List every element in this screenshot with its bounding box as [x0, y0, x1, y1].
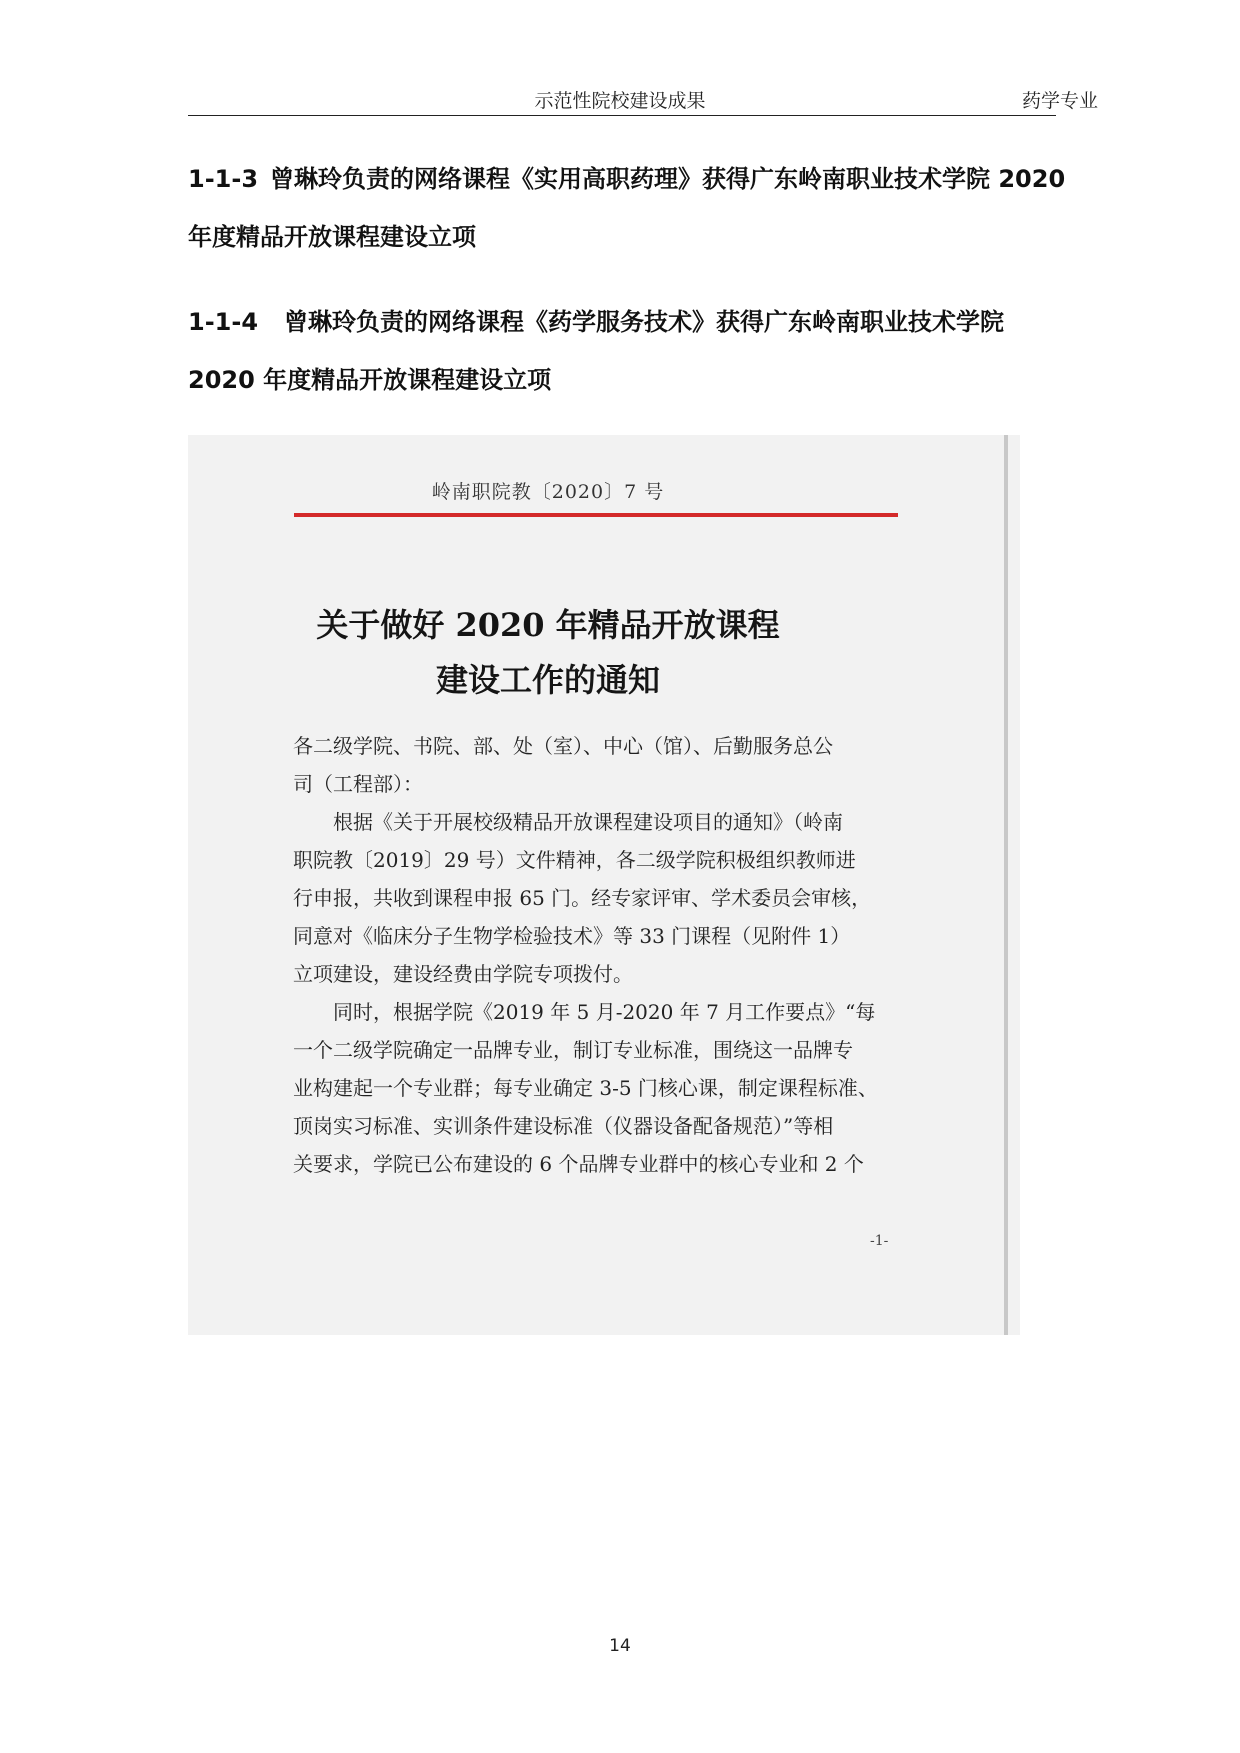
notice-body [293, 727, 905, 1183]
body-line: 根据《关于开展校级精品开放课程建设项目的通知》（岭南 [333, 810, 843, 834]
page-number: 14 [609, 1636, 631, 1656]
body-line: 行申报，共收到课程申报 65 门。经专家评审、学术委员会审核， [293, 886, 872, 910]
section-heading-1-1-4 [188, 293, 1068, 409]
heading-line [188, 150, 1068, 208]
header-rule [188, 115, 1056, 116]
body-line: 职院教〔2019〕29 号）文件精神，各二级学院积极组织教师进 [293, 848, 856, 872]
body-line: 同意对《临床分子生物学检验技术》等 33 门课程（见附件 1） [293, 924, 851, 948]
scanned-notice-image [188, 435, 1020, 1335]
body-line: 一个二级学院确定一品牌专业，制订专业标准，围绕这一品牌专 [293, 1038, 853, 1062]
heading-text: 曾琳玲负责的网络课程《实用高职药理》获得广东岭南职业技术学院 2020 [270, 165, 1066, 193]
scan-page-mark: -1- [870, 1233, 889, 1249]
notice-title-line-1: 关于做好 2020 年精品开放课程 [316, 606, 780, 644]
heading-number: 1-1-4 [188, 308, 259, 336]
heading-text: 曾琳玲负责的网络课程《药学服务技术》获得广东岭南职业技术学院 [284, 308, 1004, 336]
body-line: 各二级学院、书院、部、处（室）、中心（馆）、后勤服务总公 [293, 734, 833, 758]
scan-edge [1004, 435, 1008, 1335]
body-line: 立项建设，建设经费由学院专项拨付。 [293, 962, 633, 986]
body-line: 顶岗实习标准、实训条件建设标准（仪器设备配备规范）”等相 [293, 1114, 834, 1138]
notice-title-line-2: 建设工作的通知 [435, 661, 660, 699]
heading-number: 1-1-3 [188, 165, 259, 193]
body-line: 业构建起一个专业群；每专业确定 3-5 门核心课，制定课程标准、 [293, 1076, 878, 1100]
body-line: 司（工程部）： [293, 772, 423, 796]
section-heading-1-1-3 [188, 150, 1068, 266]
heading-line: 2020 年度精品开放课程建设立项 [188, 366, 552, 394]
body-line: 同时，根据学院《2019 年 5 月-2020 年 7 月工作要点》“每 [333, 1000, 876, 1024]
body-line: 关要求，学院已公布建设的 6 个品牌专业群中的核心专业和 2 个 [293, 1152, 864, 1176]
page-header-title: 示范性院校建设成果 [534, 90, 706, 112]
page-header-right: 药学专业 [1021, 90, 1098, 112]
red-header-rule [294, 513, 898, 517]
heading-line [188, 293, 1068, 351]
heading-line: 年度精品开放课程建设立项 [188, 223, 476, 251]
document-number: 岭南职院教〔2020〕7 号 [431, 481, 665, 503]
